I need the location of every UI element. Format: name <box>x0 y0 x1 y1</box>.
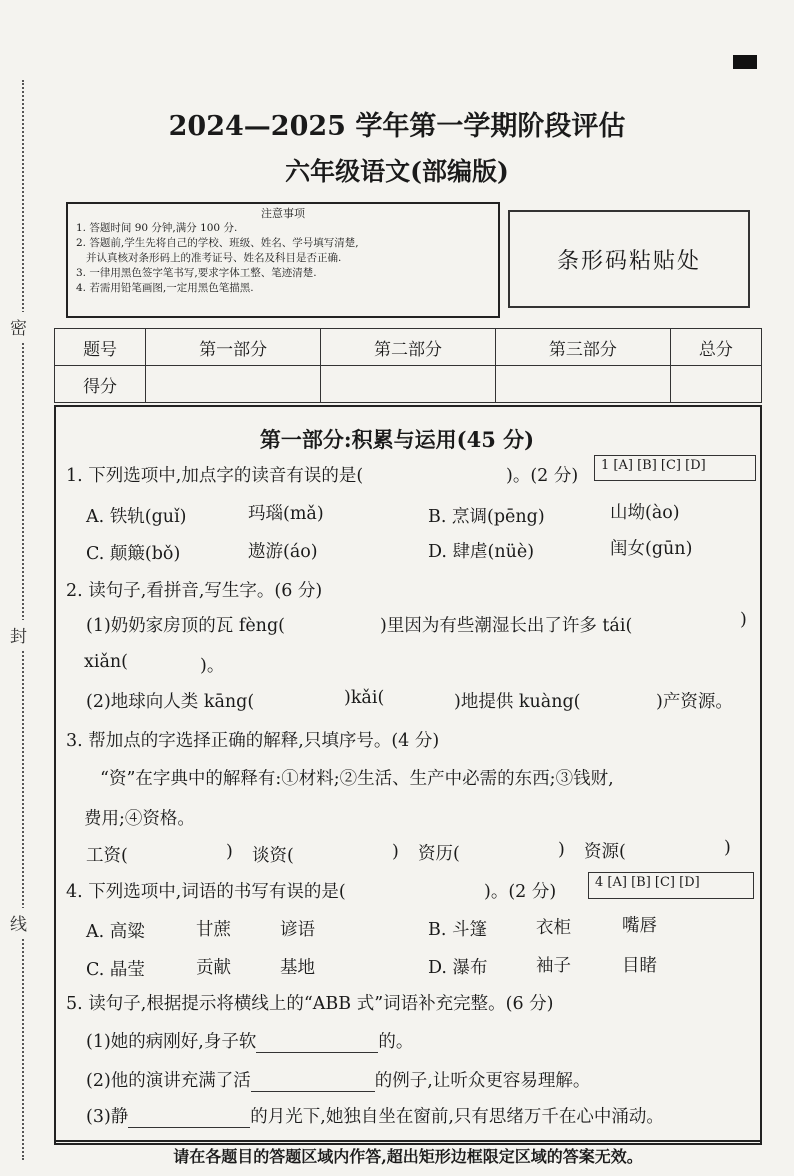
q4-stem-start: 4. 下列选项中,词语的书写有误的是( <box>66 882 346 902</box>
q3-definition-1: “资”在字典中的解释有:①材料;②生活、生产中必需的东西;③钱财, <box>100 769 614 789</box>
q3-word-4-close: ) <box>724 838 731 858</box>
corner-marker <box>733 55 757 69</box>
q5-s3-end: 的月光下,她独自坐在窗前,只有思绪万千在心中涌动。 <box>250 1107 664 1127</box>
q1-option-a2: 玛瑙(mǎ) <box>248 504 324 524</box>
q3-stem: 3. 帮加点的字选择正确的解释,只填序号。(4 分) <box>66 731 440 751</box>
q4-option-d-word2: 袖子 <box>536 956 571 976</box>
q5-s2-start: (2)他的演讲充满了活 <box>86 1071 251 1091</box>
q3-word-3-close: ) <box>558 840 565 860</box>
q4-option-a-word3: 谚语 <box>280 920 315 940</box>
q1-option-c2: 遨游(áo) <box>248 542 318 562</box>
side-mark-xian: 线 <box>10 908 27 937</box>
q1-answer-bubbles[interactable]: 1 [A] [B] [C] [D] <box>594 455 756 481</box>
q3-word-4: 资源( <box>584 842 626 862</box>
score-table <box>54 328 762 403</box>
exam-subtitle: 六年级语文(部编版) <box>285 157 509 186</box>
q5-s2-end: 的例子,让听众更容易理解。 <box>374 1071 591 1091</box>
score-cell[interactable] <box>321 366 496 403</box>
score-header-cell: 第三部分 <box>495 329 670 366</box>
notice-box <box>66 202 500 318</box>
score-header-cell: 总分 <box>670 329 761 366</box>
q4-option-d-word1: D. 瀑布 <box>428 958 488 978</box>
notice-item: 1. 答题时间 90 分钟,满分 100 分. <box>76 222 238 234</box>
q4-option-c-word2: 贡献 <box>196 958 231 978</box>
score-cell[interactable] <box>495 366 670 403</box>
q3-word-2-close: ) <box>392 842 399 862</box>
exam-title: 2024—2025 学年第一学期阶段评估 <box>168 111 626 142</box>
q1-option-b2: 山坳(ào) <box>610 503 680 523</box>
q2-line3-a: (2)地球向人类 kāng( <box>86 692 255 712</box>
q5-s1-start: (1)她的病刚好,身子软 <box>86 1032 257 1052</box>
q2-line1-a: (1)奶奶家房顶的瓦 fèng( <box>86 616 285 636</box>
q4-option-c-word3: 基地 <box>280 958 315 978</box>
notice-item: 3. 一律用黑色签字笔书写,要求字体工整、笔迹清楚. <box>76 267 317 279</box>
q2-line1-c: ) <box>740 610 747 630</box>
q3-word-1-close: ) <box>226 842 233 862</box>
section-1-title: 第一部分:积累与运用(45 分) <box>259 427 535 452</box>
q4-option-a-word1: A. 高粱 <box>86 922 145 942</box>
q3-definition-2: 费用;④资格。 <box>84 809 195 829</box>
q3-word-2: 谈资( <box>252 846 294 866</box>
notice-item: 并认真核对条形码上的准考证号、姓名及科目是否正确. <box>76 252 342 264</box>
score-row-label: 得分 <box>55 366 146 403</box>
q5-s3-blank[interactable] <box>128 1107 250 1128</box>
q4-option-a-word2: 甘蔗 <box>196 920 231 940</box>
barcode-area <box>508 210 750 308</box>
q1-option-d2: 闺女(gūn) <box>610 539 693 559</box>
q5-s3-start: (3)静 <box>86 1107 129 1127</box>
q2-line1-b: )里因为有些潮湿长出了许多 tái( <box>380 616 633 636</box>
footer-note: 请在各题目的答题区域内作答,超出矩形边框限定区域的答案无效。 <box>54 1140 762 1167</box>
q2-line3-b: )kǎi( <box>344 688 385 708</box>
score-header-cell: 题号 <box>55 329 146 366</box>
q2-line3-c: )地提供 kuàng( <box>454 692 581 712</box>
q5-stem: 5. 读句子,根据提示将横线上的“ABB 式”词语补充完整。(6 分) <box>66 994 554 1014</box>
side-mark-feng: 封 <box>10 620 27 649</box>
q1-option-d1: D. 肆虐(nüè) <box>428 542 535 562</box>
q5-sentence1 <box>86 1028 413 1053</box>
q5-sentence3 <box>86 1103 664 1128</box>
q1-stem-start: 1. 下列选项中,加点字的读音有误的是( <box>66 466 364 486</box>
score-header-cell: 第二部分 <box>321 329 496 366</box>
q4-option-b-word2: 衣柜 <box>536 918 571 938</box>
q1-option-b1: B. 烹调(pēng) <box>428 507 545 527</box>
q5-s1-blank[interactable] <box>256 1032 378 1053</box>
score-cell[interactable] <box>670 366 761 403</box>
score-cell[interactable] <box>146 366 321 403</box>
score-header-cell: 第一部分 <box>146 329 321 366</box>
q5-s1-end: 的。 <box>378 1032 414 1052</box>
q1-option-c1: C. 颠簸(bǒ) <box>86 544 181 564</box>
q1-stem-end: )。(2 分) <box>506 466 579 486</box>
q3-word-1: 工资( <box>86 846 128 866</box>
notice-title: 注意事项 <box>261 207 305 220</box>
q2-line2-a: xiǎn( <box>84 652 128 672</box>
q2-stem: 2. 读句子,看拼音,写生字。(6 分) <box>66 581 323 601</box>
q5-s2-blank[interactable] <box>251 1071 375 1092</box>
notice-item: 4. 若需用铅笔画图,一定用黑色笔描黑. <box>76 282 254 294</box>
q4-option-b-word1: B. 斗篷 <box>428 920 487 940</box>
q5-sentence2 <box>86 1067 590 1092</box>
barcode-label: 条形码粘贴处 <box>556 248 701 274</box>
q3-word-3: 资历( <box>418 844 460 864</box>
q2-line3-d: )产资源。 <box>656 692 733 712</box>
notice-item: 2. 答题前,学生先将自己的学校、班级、姓名、学号填写清楚, <box>76 237 359 249</box>
q4-option-b-word3: 嘴唇 <box>622 916 657 936</box>
side-mark-mi: 密 <box>10 312 27 341</box>
q4-option-c-word1: C. 晶莹 <box>86 960 145 980</box>
q4-stem-end: )。(2 分) <box>484 882 557 902</box>
q4-answer-bubbles[interactable]: 4 [A] [B] [C] [D] <box>588 872 754 899</box>
q4-option-d-word3: 目睹 <box>622 956 657 976</box>
q1-option-a1: A. 铁轨(guǐ) <box>86 507 187 527</box>
q2-line2-b: )。 <box>200 656 225 676</box>
